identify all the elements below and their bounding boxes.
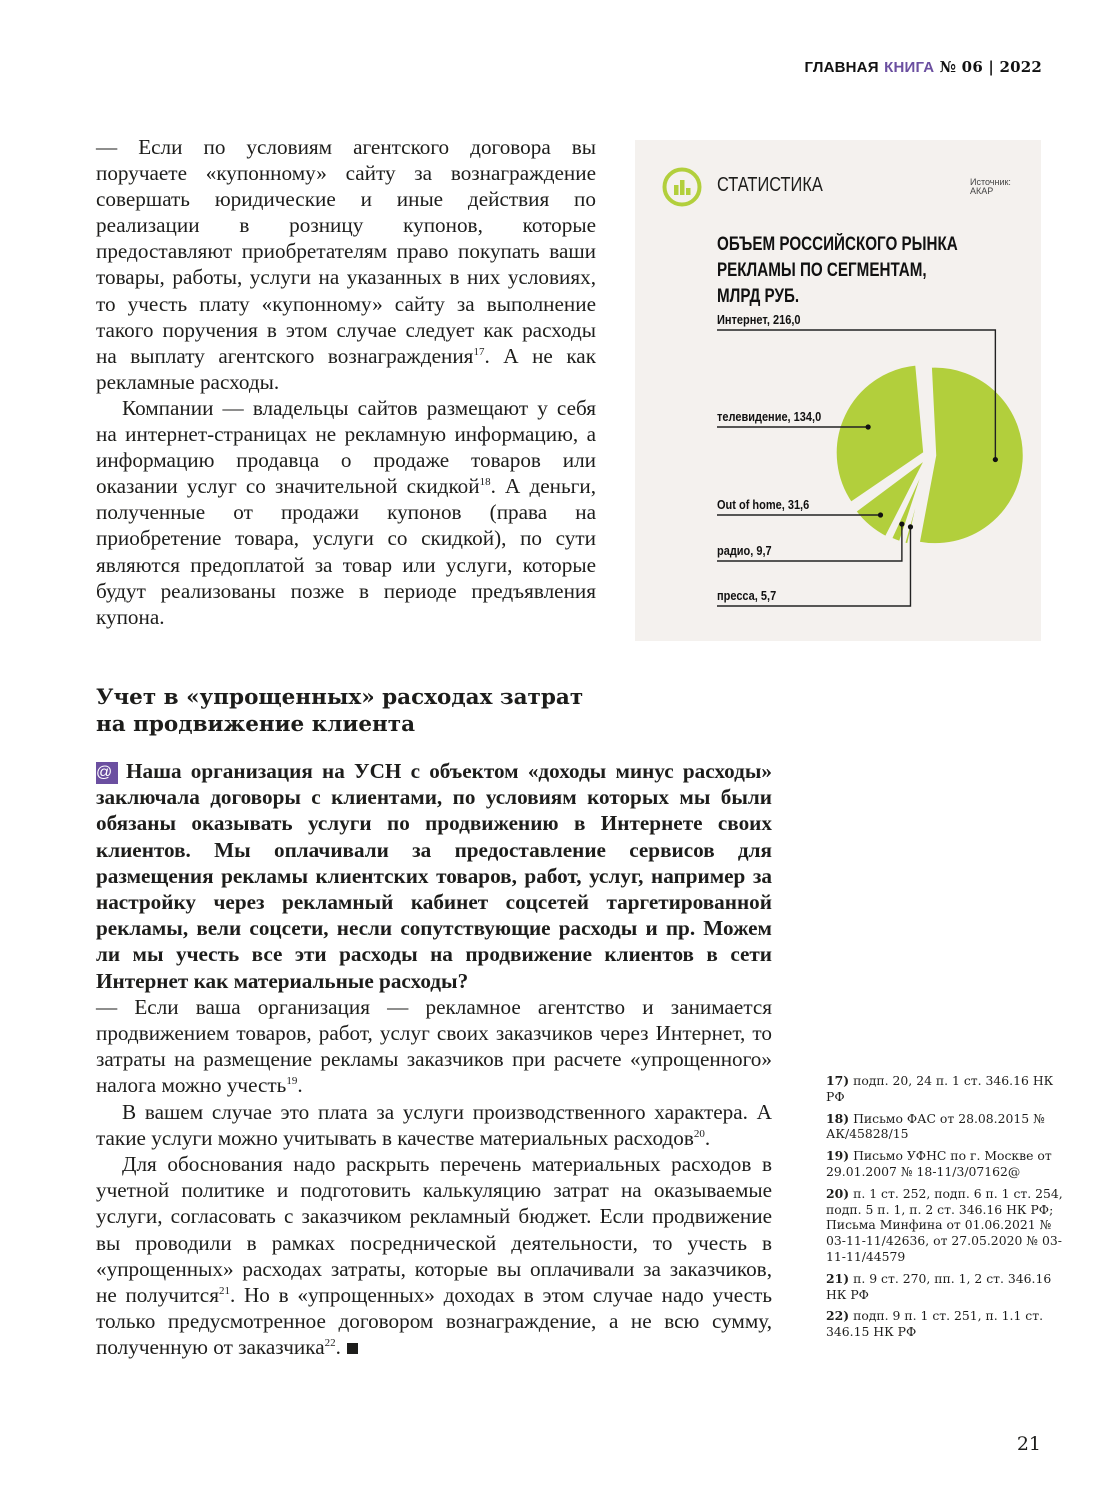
statistics-label: СТАТИСТИКА <box>717 174 823 196</box>
paragraph: Компании — владельцы сайтов размещают у себя на интернет-страницах не рекламную информацию, а информацию продавца о продаже товаров или оказании услуг со значительной скидкой$^{18}$. А деньги, полученные от продажи купонов (права на приобретение товара, услуги со скидкой), по сути являются предоплатой за товар или услуги, которые будут реализованы позже в периоде предъявления купона. <box>96 395 596 629</box>
pie-label: телевидение, 134,0 <box>717 410 822 425</box>
magazine-name-part2: КНИГА <box>884 59 935 76</box>
email-question-icon: @ <box>96 762 118 784</box>
question: @ Наша организация на УСН с объектом «доходы минус расходы» заключала договоры с клиентами, по условиям которых мы были обязаны оказывать услуги по продвижению в Интернете своих клиентов. Мы оплачивали за предоставление сервисов для размещения рекламы клиентских товаров, работ, услуг, например за настройку через рекламный кабинет соцсетей таргетированной рекламы, вели соцсети, несли сопутствующие расходы и пр. Можем ли мы учесть все эти расходы на продвижение клиентов в сети Интернет как материальные расходы? <box>96 759 772 993</box>
magazine-name-part1: ГЛАВНАЯ <box>804 59 879 76</box>
answer-paragraph: Для обоснования надо раскрыть перечень материальных расходов в учетной политике и подготовить калькуляцию затрат на оказываемые услуги, согласовать с заказчиком рекламный бюджет. Если продвижение вы проводили в рамках посреднической деятельности, то учесть в «упрощенных» расходах затраты, которые вы оплачивали за заказчиков, не получится$^{21}$. Но в «упрощенных» доходах в этом случае надо учесть только предусмотренное договором вознаграждение, а не всю сумму, полученную от заказчика$^{22}$. <box>96 1152 772 1360</box>
leader-dot <box>899 521 904 526</box>
footnote-ref[interactable]: 18 <box>479 476 491 489</box>
answer-paragraph: — Если ваша организация — рекламное агентство и занимается продвижением товаров, работ, услуг своих заказчиков через Интернет, то затраты на размещение рекламы заказчиков при расчете «упрощенного» налога можно учесть$^{19}$. <box>96 994 772 1098</box>
page-number: 21 <box>1016 1433 1041 1455</box>
footnote-ref[interactable]: 20 <box>693 1127 705 1140</box>
source-note: Источник: АКАР <box>970 177 1011 196</box>
leader-dot <box>993 457 998 462</box>
qa-block <box>96 758 772 1361</box>
footnote-item: 20) п. 1 ст. 252, подп. 6 п. 1 ст. 254, подп. 5 п. 1, п. 2 ст. 346.16 НК РФ; Письма Минфина от 01.06.2021 № 03-11-11/42636, от 27.05.2020 № 03-11-11/44579 <box>826 1185 1063 1264</box>
paragraph: — Если по условиям агентского договора вы поручаете «купонному» сайту за вознаграждение совершать юридические и иные действия по реализации в розницу купонов, которые предоставляют приобретателям право покупать ваши товары, работы, услуги на указанных в них условиях, то учесть плату «купонному» сайту за выполнение такого поручения в этом случае следует как расходы на выплату агентского вознаграждения$^{17}$. А не как рекламные расходы. <box>96 135 597 394</box>
issue-number: № 06 | 2022 <box>939 58 1042 76</box>
pie-label: Out of home, 31,6 <box>717 498 810 513</box>
footnote-item: 19) Письмо УФНС по г. Москве от 29.01.2007 № 18-11/3/07162@ <box>826 1148 1052 1179</box>
leader-dot <box>908 524 913 529</box>
chart-title: ОБЪЕМ РОССИЙСКОГО РЫНКА РЕКЛАМЫ ПО СЕГМЕНТАМ, МЛРД РУБ. <box>717 234 958 307</box>
end-of-article-mark <box>347 1343 358 1354</box>
footnote-ref[interactable]: 17 <box>473 345 485 358</box>
pie-slice <box>919 366 1024 544</box>
footnote-item: 21) п. 9 ст. 270, пп. 1, 2 ст. 346.16 НК РФ <box>826 1270 1052 1302</box>
pie-label: Интернет, 216,0 <box>717 313 801 328</box>
footnotes <box>826 1073 1066 1346</box>
leader-dot <box>878 512 883 517</box>
pie-label: радио, 9,7 <box>717 544 772 559</box>
running-header <box>805 58 1042 76</box>
pie-chart <box>635 140 1041 641</box>
section-heading: Учет в «упрощенных» расходах затрат на продвижение клиента <box>96 685 584 737</box>
statistics-box <box>635 140 1041 641</box>
footnote-item: 22) подп. 9 п. 1 ст. 251, п. 1.1 ст. 346.15 НК РФ <box>826 1308 1044 1340</box>
footnote-ref[interactable]: 22 <box>324 1337 336 1350</box>
footnote-ref[interactable]: 19 <box>286 1075 298 1088</box>
answer-paragraph: В вашем случае это плата за услуги производственного характера. А такие услуги можно учитывать в качестве материальных расходов$^{20}$. <box>96 1099 772 1150</box>
pie-label: пресса, 5,7 <box>717 589 777 604</box>
footnote-item: 18) Письмо ФАС от 28.08.2015 № АК/45828/15 <box>826 1110 1045 1142</box>
footnote-item: 17) подп. 20, 24 п. 1 ст. 346.16 НК РФ <box>826 1073 1054 1104</box>
article-left-column <box>96 134 596 630</box>
leader-dot <box>866 424 871 429</box>
footnote-ref[interactable]: 21 <box>218 1285 230 1297</box>
